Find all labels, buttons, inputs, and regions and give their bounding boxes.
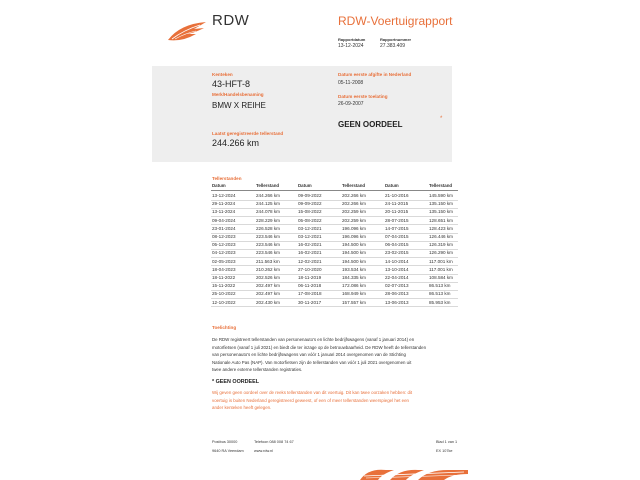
reading-date: 02-05-2023	[212, 258, 236, 264]
reading-date: 18-11-2022	[212, 275, 236, 280]
reading-value: 228.229 km	[256, 217, 281, 223]
verdict-line: Wij geven geen oordeel over de reeks tellerstanden van dit voertuig. Dit kan twee oorzaken hebben: dit	[212, 390, 413, 395]
reading-value: 135.150 km	[429, 201, 454, 207]
reading-date: 27-10-2020	[298, 266, 322, 272]
reading-value: 223.546 km	[256, 242, 281, 248]
make-label: Merk/Handelsbenaming	[212, 92, 264, 97]
readings-row-divider	[211, 208, 458, 209]
reading-date: 16-02-2021	[298, 250, 322, 256]
reading-date: 15-08-2022	[298, 209, 322, 215]
reading-value: 108.584 km	[429, 275, 454, 280]
reading-date: 22-04-2014	[385, 275, 409, 280]
reading-value: 202.526 km	[256, 275, 281, 280]
readings-header-divider	[211, 190, 458, 191]
reading-value: 202.259 km	[342, 209, 367, 215]
first-nl-label: Datum eerste afgifte in Nederland	[338, 72, 412, 77]
reading-value: 172.086 km	[342, 283, 367, 289]
footer-code: EX 107ke	[436, 449, 453, 453]
report-number-value: 27.383.409	[380, 43, 406, 49]
reading-value: 202.430 km	[256, 299, 281, 305]
plate-label: Kenteken	[212, 72, 233, 77]
notes-line: motorfietsen (vanaf 1 juli 2021) en biedt die ter inzage op de betrouwbaarheid. De RDW heeft de tellerstanden	[212, 344, 427, 350]
reading-value: 202.259 km	[342, 217, 367, 223]
readings-row-divider	[211, 306, 458, 307]
reading-date: 30-11-2017	[298, 299, 322, 305]
reading-date: 14-10-2014	[385, 258, 409, 264]
reading-date: 03-12-2021	[298, 225, 322, 231]
reading-date: 28-07-2015	[385, 217, 409, 223]
reading-value: 168.949 km	[342, 291, 367, 297]
reading-value: 202.497 km	[256, 291, 281, 297]
verdict-line: voertuig is buiten Nederland geregistreerd geweest, of een of meer tellerstanden weerspiegel het een	[212, 397, 409, 403]
reading-date: 29-11-2024	[212, 201, 236, 207]
reading-date: 08-12-2023	[212, 234, 236, 239]
reading-date: 03-12-2021	[298, 234, 322, 239]
readings-row-divider	[211, 290, 458, 291]
reading-date: 15-11-2022	[212, 283, 236, 289]
reading-value: 85.953 km	[429, 299, 451, 305]
reading-value: 193.534 km	[342, 266, 367, 272]
reading-value: 128.651 km	[429, 217, 454, 223]
readings-header-date: Datum	[298, 183, 312, 188]
reading-value: 184.335 km	[342, 275, 367, 280]
readings-row-divider	[211, 233, 458, 234]
footer-address-1: Postbus 30000	[212, 440, 238, 444]
reading-date: 28-06-2013	[385, 291, 409, 297]
reading-date: 21-10-2016	[385, 193, 409, 198]
reading-value: 126.319 km	[429, 242, 454, 248]
reading-value: 196.096 km	[342, 234, 367, 239]
reading-date: 09-09-2022	[298, 201, 322, 207]
verdict-star: *	[440, 116, 443, 122]
readings-row-divider	[211, 224, 458, 225]
reading-value: 86.513 km	[429, 291, 451, 297]
plate-value: 43-HFT-8	[212, 79, 251, 89]
reading-date: 02-07-2013	[385, 283, 409, 289]
reading-value: 194.500 km	[342, 250, 367, 256]
reading-date: 12-10-2022	[212, 299, 236, 305]
report-date-value: 13-12-2024	[338, 43, 364, 49]
readings-row-divider	[211, 274, 458, 275]
reading-value: 211.563 km	[256, 258, 280, 264]
readings-title: Tellerstanden	[212, 176, 242, 181]
reading-value: 126.290 km	[429, 250, 454, 256]
verdict-line: ander kenteken heeft gelegen.	[212, 405, 272, 411]
readings-row-divider	[211, 282, 458, 283]
reading-date: 05-12-2023	[212, 242, 236, 248]
reading-value: 117.001 km	[429, 258, 453, 264]
notes-line: De RDW registreert tellerstanden van personenauto's en lichte bedrijfswagens (vanaf 1 januari 2014) en	[212, 337, 415, 342]
readings-row-divider	[211, 298, 458, 299]
reading-value: 128.423 km	[429, 225, 454, 231]
footer-page: Blad 1 van 1	[436, 440, 458, 444]
brand-name: RDW	[212, 12, 250, 29]
reading-date: 23-02-2015	[385, 250, 409, 256]
notes-title: Toelichting	[212, 325, 237, 330]
reading-value: 117.001 km	[429, 266, 453, 272]
reading-value: 210.262 km	[256, 266, 281, 272]
readings-row-divider	[211, 216, 458, 217]
reading-value: 226.528 km	[256, 225, 281, 231]
decorative-stripes-icon	[360, 466, 468, 480]
reading-date: 14-07-2015	[385, 225, 409, 231]
reading-date: 06-11-2018	[298, 283, 322, 289]
reading-date: 16-02-2021	[298, 242, 322, 248]
rdw-logo-icon	[166, 20, 208, 42]
odometer-label: Laatst geregistreerde tellerstand	[212, 131, 284, 136]
reading-date: 13-12-2024	[212, 193, 236, 198]
readings-row-divider	[211, 257, 458, 258]
reading-date: 25-10-2022	[212, 291, 236, 297]
reading-date: 24-11-2015	[385, 201, 409, 207]
readings-header-value: Tellerstand	[342, 183, 366, 188]
first-admission-value: 26-09-2007	[338, 101, 364, 107]
notes-line: twee andere externe tellerstanden registraties.	[212, 367, 303, 373]
readings-row-divider	[211, 265, 458, 266]
reading-date: 07-04-2015	[385, 234, 409, 239]
footer-website[interactable]: www.rdw.nl	[254, 449, 273, 453]
report-date-label: Rapportdatum	[338, 37, 366, 42]
reading-date: 09-04-2024	[212, 217, 236, 223]
first-nl-value: 05-11-2008	[338, 80, 364, 86]
verdict-value: GEEN OORDEEL	[338, 120, 403, 129]
reading-value: 145.590 km	[429, 193, 454, 198]
reading-date: 18-11-2019	[298, 275, 322, 280]
reading-date: 20-11-2015	[385, 209, 409, 215]
reading-value: 202.497 km	[256, 283, 281, 289]
footer-phone: Telefoon 088 008 74 67	[254, 440, 294, 444]
readings-row-divider	[211, 241, 458, 242]
reading-value: 202.266 km	[342, 193, 367, 198]
readings-row-divider	[211, 249, 458, 250]
readings-header-date: Datum	[212, 183, 226, 188]
reading-date: 17-08-2018	[298, 291, 322, 297]
vehicle-summary-panel	[152, 66, 452, 162]
reading-value: 86.513 km	[429, 283, 451, 289]
report-number-label: Rapportnummer	[380, 37, 412, 42]
reading-date: 13-06-2013	[385, 299, 409, 305]
reading-value: 202.266 km	[342, 201, 367, 207]
reading-value: 126.446 km	[429, 234, 454, 239]
verdict-heading: * GEEN OORDEEL	[212, 379, 260, 385]
reading-date: 04-12-2023	[212, 250, 236, 256]
readings-header-value: Tellerstand	[429, 183, 453, 188]
reading-date: 05-08-2022	[298, 217, 322, 223]
reading-value: 157.557 km	[342, 299, 367, 305]
reading-date: 12-02-2021	[298, 258, 322, 264]
reading-value: 194.500 km	[342, 258, 367, 264]
notes-line: Nationale Auto Pas (NAP). Van motorfietsen zijn de tellerstanden van vóór 1 juli 2021 overgenomen uit	[212, 359, 412, 365]
readings-row-divider	[211, 200, 458, 201]
reading-date: 13-11-2024	[212, 209, 236, 215]
odometer-value: 244.266 km	[212, 138, 260, 148]
reading-value: 244.125 km	[256, 201, 281, 207]
reading-date: 18-04-2023	[212, 266, 236, 272]
reading-date: 06-04-2015	[385, 242, 409, 248]
reading-value: 135.150 km	[429, 209, 454, 215]
document-title: RDW-Voertuigrapport	[338, 14, 453, 28]
readings-header-date: Datum	[385, 183, 399, 188]
reading-value: 196.096 km	[342, 225, 367, 231]
reading-value: 194.500 km	[342, 242, 367, 248]
footer-address-2: 9640 RA Veendam	[212, 449, 244, 453]
reading-date: 23-01-2024	[212, 225, 236, 231]
reading-value: 244.078 km	[256, 209, 281, 215]
reading-date: 13-10-2014	[385, 266, 409, 272]
notes-line: van personenauto's en lichte bedrijfswagens van vóór 1 januari 2014 overgenomen van de Stichting	[212, 352, 406, 358]
reading-date: 09-09-2022	[298, 193, 322, 198]
first-admission-label: Datum eerste toelating	[338, 94, 388, 99]
reading-value: 223.546 km	[256, 250, 281, 256]
readings-header-value: Tellerstand	[256, 183, 280, 188]
reading-value: 223.546 km	[256, 234, 281, 239]
reading-value: 244.266 km	[256, 193, 281, 198]
make-value: BMW X REIHE	[212, 101, 266, 110]
